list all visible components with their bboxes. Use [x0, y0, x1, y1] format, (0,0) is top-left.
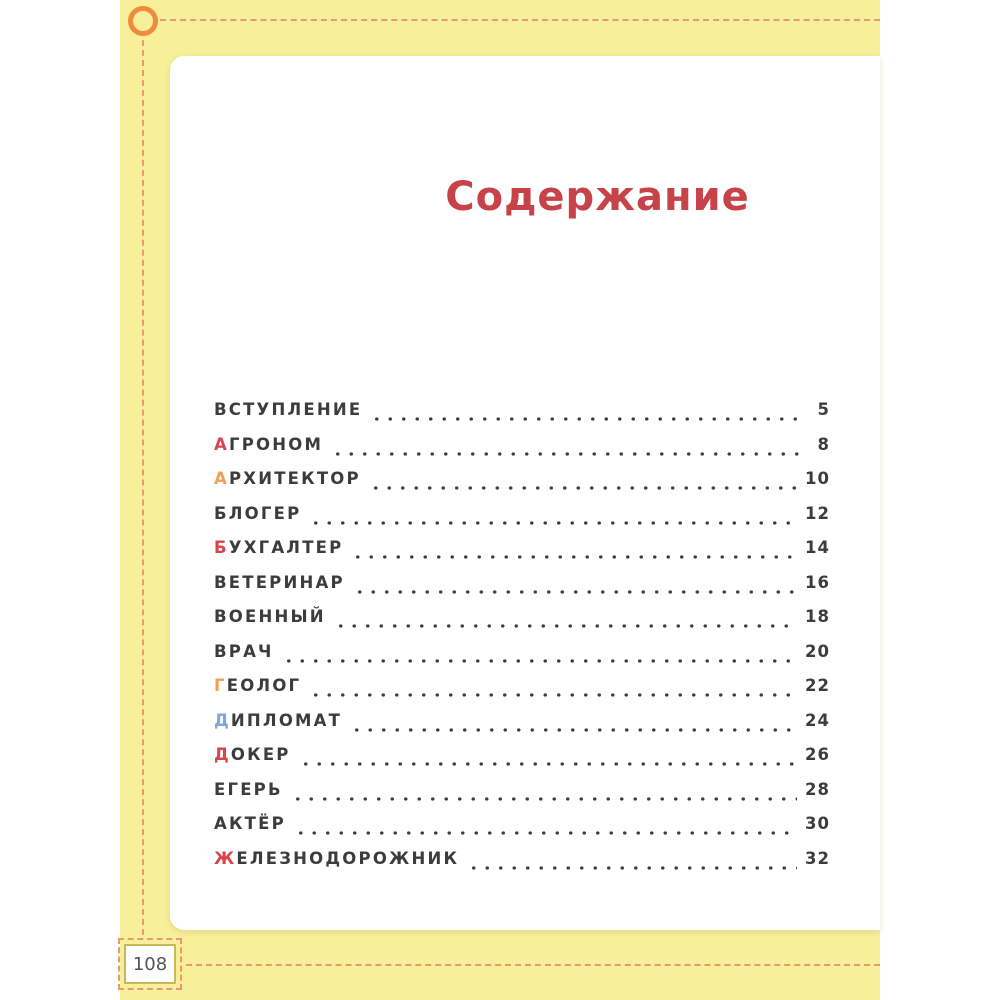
- page-number: 108: [124, 944, 176, 984]
- toc-row: [214, 780, 830, 815]
- toc-entry-initial: Ж: [214, 848, 237, 868]
- dot-leader: [467, 866, 797, 870]
- toc-entry-rest: ИПЛОМАТ: [230, 710, 343, 730]
- table-of-contents: [214, 400, 830, 883]
- toc-entry-initial: А: [214, 814, 229, 833]
- toc-row: [214, 469, 830, 504]
- toc-entry-initial: Д: [214, 745, 231, 764]
- toc-entry-title: [214, 780, 283, 799]
- toc-page-number: 16: [805, 572, 830, 592]
- toc-entry-initial: Г: [214, 676, 227, 695]
- toc-row: [214, 435, 830, 470]
- toc-entry-rest: ГЕРЬ: [227, 779, 283, 799]
- top-border-decoration: [160, 19, 880, 21]
- toc-entry-title: [214, 849, 459, 868]
- toc-row: [214, 642, 830, 677]
- toc-row: [214, 676, 830, 711]
- dot-leader: [331, 452, 802, 456]
- dot-leader: [309, 521, 797, 525]
- dot-leader: [350, 728, 797, 732]
- toc-row: [214, 400, 830, 435]
- toc-page-number: 24: [805, 710, 830, 730]
- toc-row: [214, 711, 830, 746]
- toc-entry-rest: ОКЕР: [230, 745, 291, 764]
- toc-entry-title: [214, 400, 362, 419]
- toc-page-number: 18: [805, 607, 830, 626]
- toc-entry-title: [214, 814, 286, 833]
- bottom-border-decoration: [186, 964, 880, 966]
- dot-leader: [334, 624, 797, 628]
- toc-entry-initial: Б: [214, 503, 229, 523]
- toc-entry-initial: В: [214, 607, 229, 626]
- toc-row: [214, 573, 830, 608]
- dot-leader: [294, 831, 797, 835]
- toc-entry-title: [214, 573, 345, 592]
- toc-entry-initial: Е: [214, 779, 228, 799]
- dot-leader: [291, 797, 797, 801]
- toc-entry-rest: РХИТЕКТОР: [228, 469, 361, 488]
- toc-entry-rest: РАЧ: [228, 641, 274, 661]
- toc-page-number: 8: [817, 434, 830, 454]
- page-title: Содержание: [445, 174, 750, 220]
- toc-page-number: 10: [805, 469, 830, 488]
- toc-row: [214, 745, 830, 780]
- toc-page-number: 26: [805, 745, 830, 764]
- toc-row: [214, 607, 830, 642]
- toc-entry-title: [214, 676, 301, 695]
- toc-entry-title: [214, 435, 323, 454]
- toc-page-number: 20: [805, 641, 830, 661]
- dot-leader: [351, 555, 797, 559]
- toc-entry-initial: Д: [214, 710, 231, 730]
- toc-page-number: 22: [805, 676, 830, 695]
- toc-entry-rest: ЛОГЕР: [228, 503, 302, 523]
- toc-page-number: 28: [805, 779, 830, 799]
- toc-page-number: 12: [805, 503, 830, 523]
- toc-row: [214, 538, 830, 573]
- ring-ornament: [128, 6, 158, 36]
- toc-row: [214, 814, 830, 849]
- toc-entry-rest: СТУПЛЕНИЕ: [228, 400, 363, 419]
- toc-row: [214, 504, 830, 539]
- dot-leader: [299, 762, 797, 766]
- toc-entry-initial: Б: [214, 538, 229, 557]
- toc-entry-rest: УХГАЛТЕР: [228, 538, 344, 557]
- toc-entry-initial: В: [214, 400, 229, 419]
- toc-entry-rest: КТЁР: [228, 814, 286, 833]
- toc-entry-rest: ЕТЕРИНАР: [228, 572, 345, 592]
- toc-entry-initial: В: [214, 572, 229, 592]
- toc-page-number: 14: [805, 538, 830, 557]
- dot-leader: [282, 659, 797, 663]
- toc-entry-rest: ЕЛЕЗНОДОРОЖНИК: [236, 848, 460, 868]
- dot-leader: [353, 590, 797, 594]
- toc-entry-title: [214, 607, 326, 626]
- dot-leader: [309, 693, 797, 697]
- toc-entry-rest: ЕОЛОГ: [226, 676, 302, 695]
- toc-entry-title: [214, 642, 274, 661]
- toc-entry-initial: А: [214, 469, 229, 488]
- dot-leader: [370, 417, 802, 421]
- toc-page-number: 32: [805, 848, 830, 868]
- toc-entry-title: [214, 538, 343, 557]
- toc-row: [214, 849, 830, 884]
- toc-entry-title: [214, 745, 291, 764]
- toc-entry-rest: ГРОНОМ: [228, 434, 324, 454]
- toc-entry-rest: ОЕННЫЙ: [228, 607, 326, 626]
- toc-page-number: 30: [805, 814, 830, 833]
- toc-entry-initial: В: [214, 641, 229, 661]
- toc-entry-title: [214, 504, 301, 523]
- toc-page-number: 5: [817, 400, 830, 419]
- dot-leader: [369, 486, 797, 490]
- toc-entry-title: [214, 711, 342, 730]
- toc-entry-title: [214, 469, 361, 488]
- toc-entry-initial: А: [214, 434, 229, 454]
